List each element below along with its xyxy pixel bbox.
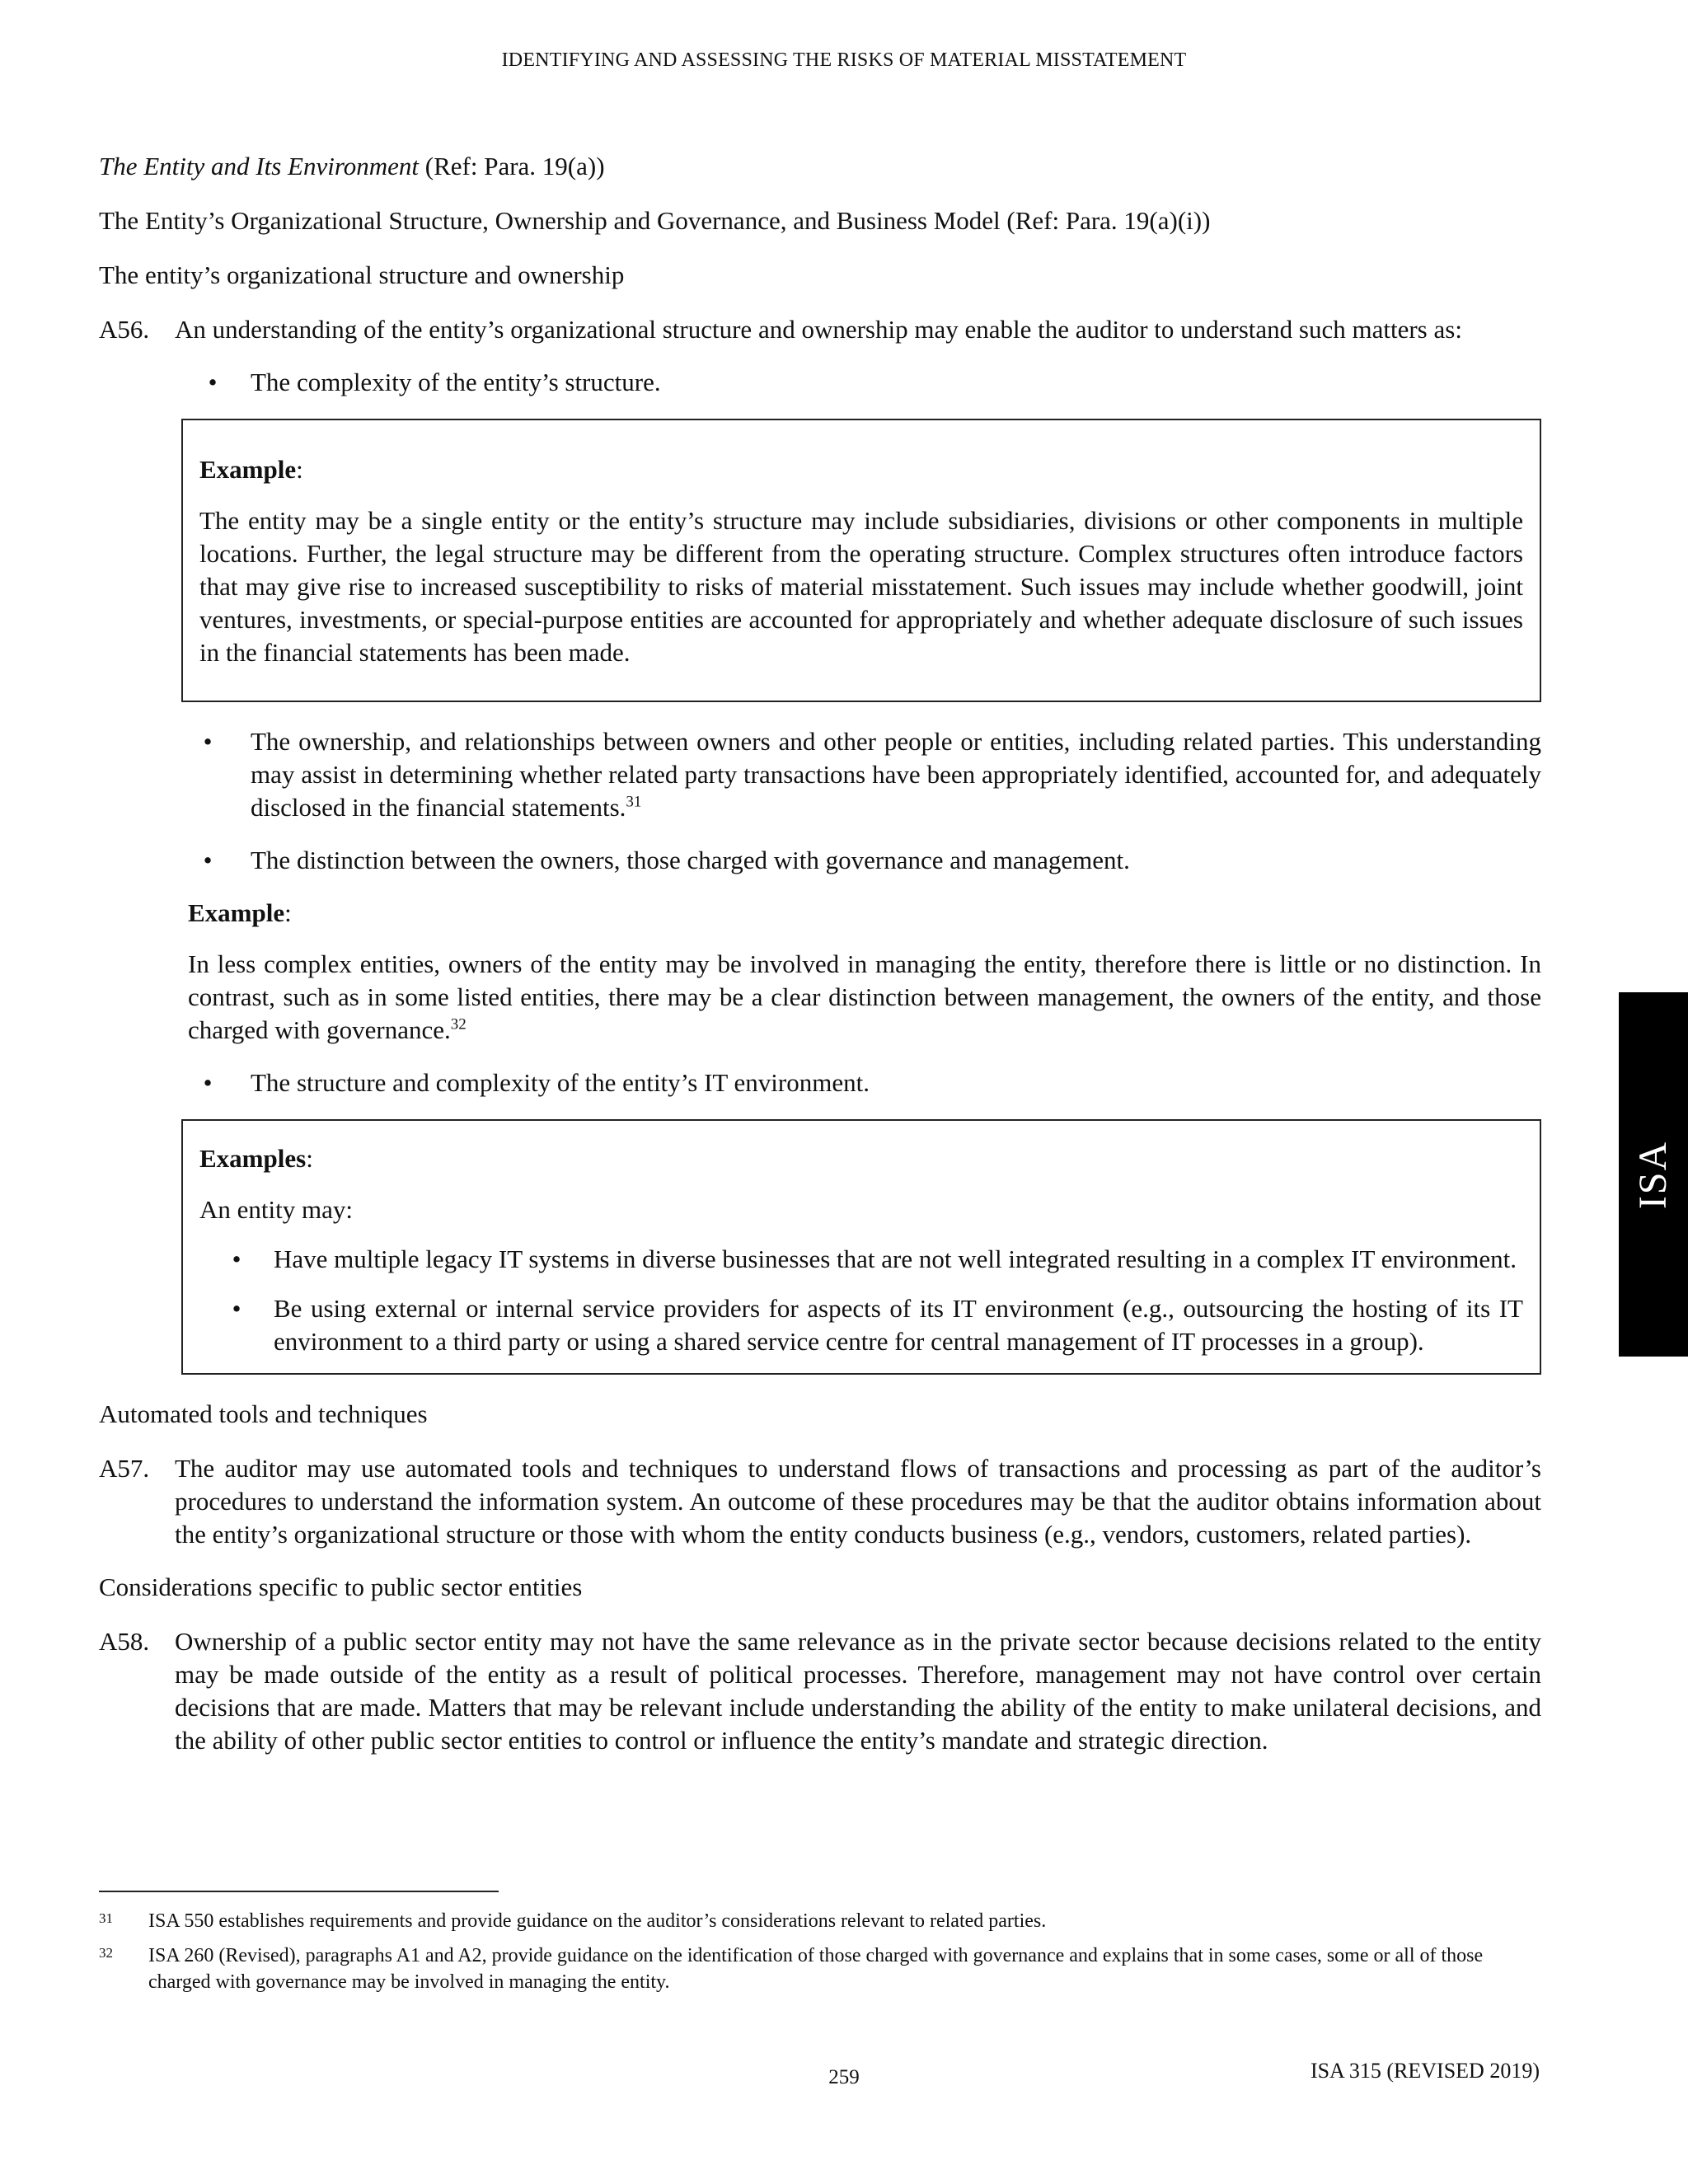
bullet-text: The ownership, and relationships between owners and other people or entities, including related parties. This understanding may assist in determining whether related party transactions have been appropriately identified, accounted for, and adequately disclosed in the financial statements.$^{31}$ [251,727,1541,822]
bullet-text: The complexity of the entity’s structure. [251,368,661,396]
bullet-item [199,1292,1523,1358]
section-subheading: The entity’s organizational structure and ownership [99,260,625,289]
bullet-item [175,366,1541,399]
bullet-icon: • [203,846,213,874]
footnote-divider [99,1891,499,1892]
section-title-ref: (Ref: Para. 19(a)) [419,152,605,180]
footnote-text: ISA 550 establishes requirements and provide guidance on the auditor’s considerations relevant to related parties. [148,1910,1047,1932]
paragraph-number: A56. [99,315,150,344]
paragraph-number: A57. [99,1454,150,1483]
example-text: In less complex entities, owners of the entity may be involved in managing the entity, therefore there is little or no distinction. In contrast, such as in some listed entities, there may be a clear distinction between management, the owners of the entity, and those charged with governance.$^{32}$ [188,949,1541,1044]
bullet-text: Be using external or internal service providers for aspects of its IT environment (e.g., outsourcing the hosting of its IT environment to a third party or using a shared service centre for central management of IT processes in a group). [274,1294,1523,1356]
paragraph-text: The auditor may use automated tools and techniques to understand flows of transactions and processing as part of the auditor’s procedures to understand the information system. An outcome of these procedures may be that the auditor obtains information about the entity’s organizational structure or those with whom the entity conducts business (e.g., vendors, customers, related parties). [175,1454,1541,1549]
footer-standard-title: ISA 315 (REVISED 2019) [1310,2059,1540,2083]
section-title-italic: The Entity and Its Environment [99,152,420,180]
example-label: Example: [199,455,303,484]
paragraph-text: An understanding of the entity’s organizational structure and ownership may enable the auditor to understand such matters as: [175,315,1462,344]
bullet-text: Have multiple legacy IT systems in diverse businesses that are not well integrated resulting in a complex IT environment. [274,1244,1517,1273]
paragraph-number: A58. [99,1627,150,1656]
side-tab[interactable] [1619,992,1688,1357]
bullet-icon: • [232,1244,241,1273]
bullet-item [165,725,1541,824]
examples-box [181,1119,1541,1375]
bullet-text: The distinction between the owners, those charged with governance and management. [251,846,1130,874]
bullet-item [199,1243,1523,1276]
page-number: 259 [828,2066,860,2088]
paragraph-a58 [99,1625,1541,1757]
bullet-icon: • [232,1294,241,1323]
footnote-number: 31 [99,1910,113,1926]
paragraph-a56 [99,313,1541,346]
footnote-ref[interactable]: 31 [626,793,642,811]
examples-intro: An entity may: [199,1195,353,1224]
main-content [99,150,1541,1777]
bullet-icon: • [203,727,213,756]
running-header: IDENTIFYING AND ASSESSING THE RISKS OF MATERIAL MISSTATEMENT [501,49,1187,71]
example-label: Example: [188,898,292,927]
examples-label: Examples: [199,1144,313,1173]
example-block [188,897,1541,1047]
bullet-icon: • [203,1068,213,1097]
section-title [99,150,1541,183]
bullet-text: The structure and complexity of the entity’s IT environment. [251,1068,870,1097]
footnote-item [99,1943,1541,1995]
example-box [181,419,1541,702]
subheading-public-sector: Considerations specific to public sector entities [99,1572,583,1601]
section-subtitle: The Entity’s Organizational Structure, Ownership and Governance, and Business Model (Ref: Para. 19(a)(i)) [99,206,1211,235]
footnote-ref[interactable]: 32 [450,1015,467,1033]
footnote-text: ISA 260 (Revised), paragraphs A1 and A2, provide guidance on the identification of those charged with governance and explains that in some cases, some or all of those charged with governance may be involved in managing the entity. [148,1945,1484,1993]
side-tab-label: ISA [1631,1140,1676,1209]
footnote-number: 32 [99,1945,113,1961]
paragraph-text: Ownership of a public sector entity may not have the same relevance as in the private sector because decisions related to the entity may be made outside of the entity as a result of political processes. Therefore, management may not have control over certain decisions that are made. Matters that may be relevant include understanding the ability of the entity to make unilateral decisions, and the ability of other public sector entities to control or influence the entity’s mandate and strategic direction. [175,1627,1541,1755]
footnote-item [99,1908,1541,1934]
example-text: The entity may be a single entity or the entity’s structure may include subsidiaries, divisions or other components in multiple locations. Further, the legal structure may be different from the operating structure. Complex structures often introduce factors that may give rise to increased susceptibility to risks of material misstatement. Such issues may include whether goodwill, joint ventures, investments, or special-purpose entities are accounted for appropriately and whether adequate disclosure of such issues in the financial statements has been made. [199,506,1523,667]
paragraph-a57 [99,1452,1541,1551]
bullet-item [165,1066,1541,1099]
bullet-icon: • [208,368,218,396]
bullet-item [165,844,1541,877]
subheading-automated: Automated tools and techniques [99,1399,428,1428]
footnotes [99,1908,1541,2004]
